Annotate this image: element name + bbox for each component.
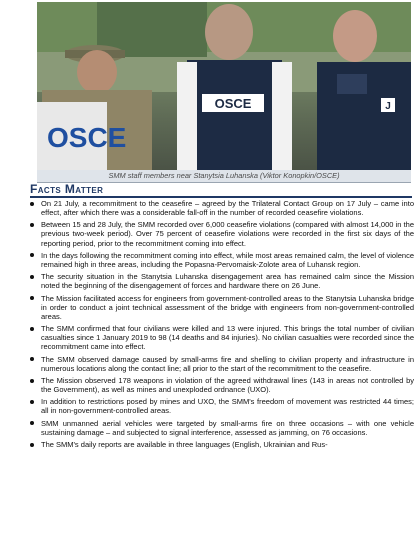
bullet-icon — [30, 223, 34, 227]
facts-list — [28, 199, 414, 452]
header-photo — [37, 2, 411, 170]
fact-item — [28, 199, 414, 217]
bullet-icon — [30, 421, 34, 425]
fact-text: On 21 July, a recommitment to the ceasefire – agreed by the Trilateral Contact Group on 17 July – came into effect, after which there was a considerable fall-off in the number of recorded ceasefire violations. — [41, 199, 414, 218]
fact-item — [28, 220, 414, 247]
bullet-icon — [30, 400, 34, 404]
fact-text: The security situation in the Stanytsia Luhanska disengagement area has remained calm since the Mission noted the beginning of the disengagement of forces and hardware there on 26 June. — [41, 272, 414, 291]
bullet-icon — [30, 253, 34, 257]
armband-text: OSCE — [47, 122, 127, 153]
bullet-icon — [30, 202, 34, 206]
bullet-icon — [30, 327, 34, 331]
fact-text: SMM unmanned aerial vehicles were targeted by small-arms fire on three occasions – with one vehicle sustaining damage – and subjected to signal interference, assessed as jamming, on 76 occasions. — [41, 418, 414, 437]
bullet-icon — [30, 357, 34, 361]
fact-text: In the days following the recommitment coming into effect, while most areas remained calm, the level of violence remained high in three areas, including the Popasna-Pervomaisk-Zolote area of Luhansk region. — [41, 250, 414, 269]
fact-item — [28, 355, 414, 373]
fact-item — [28, 251, 414, 269]
fact-item — [28, 272, 414, 290]
fact-item — [28, 440, 414, 449]
bullet-icon — [30, 296, 34, 300]
bullet-icon — [30, 275, 34, 279]
fact-item — [28, 397, 414, 415]
fact-text: The Mission observed 178 weapons in violation of the agreed withdrawal lines (143 in areas not controlled by the Government), as well as mines and unexploded ordnance (UXO). — [41, 375, 414, 394]
fact-text: The SMM confirmed that four civilians were killed and 13 were injured. This brings the total number of civilian casualties since 1 January 2019 to 98 (14 deaths and 84 injuries). No civilian casualties were recorded since the recommitment came into effect. — [41, 324, 414, 352]
fact-text: The Mission facilitated access for engineers from government-controlled areas to the Stanytsia Luhanska bridge in order to conduct a joint technical assessment of the bridge with engineers from non-government-controlled areas. — [41, 293, 414, 321]
fact-text: In addition to restrictions posed by mines and UXO, the SMM's freedom of movement was restricted 44 times; all in non-government-controlled areas. — [41, 397, 414, 416]
photo-illustration — [37, 2, 411, 170]
section-title: Facts Matter — [30, 182, 104, 196]
fact-item — [28, 376, 414, 394]
fact-item — [28, 419, 414, 437]
bullet-icon — [30, 443, 34, 447]
badge-text: J — [385, 101, 391, 112]
bullet-icon — [30, 379, 34, 383]
fact-text: Between 15 and 28 July, the SMM recorded over 6,000 ceasefire violations (compared with almost 14,000 in the previous two-week period). Over 75 percent of ceasefire violations were recorded in the first six days of the reporting period, prior to the recommitment coming into effect. — [41, 220, 414, 248]
vest-text: OSCE — [214, 96, 252, 111]
section-rule — [30, 196, 412, 198]
fact-item — [28, 294, 414, 321]
fact-item — [28, 324, 414, 351]
fact-text: The SMM observed damage caused by small-arms fire and shelling to civilian property and infrastructure in numerous locations along the contact line; all prior to the start of the recommitment to the ceasefire. — [41, 354, 414, 373]
photo-caption: SMM staff members near Stanytsia Luhanska (Viktor Konopkin/OSCE) — [108, 171, 340, 180]
fact-text: The SMM's daily reports are available in three languages (English, Ukrainian and Rus- — [41, 440, 328, 450]
